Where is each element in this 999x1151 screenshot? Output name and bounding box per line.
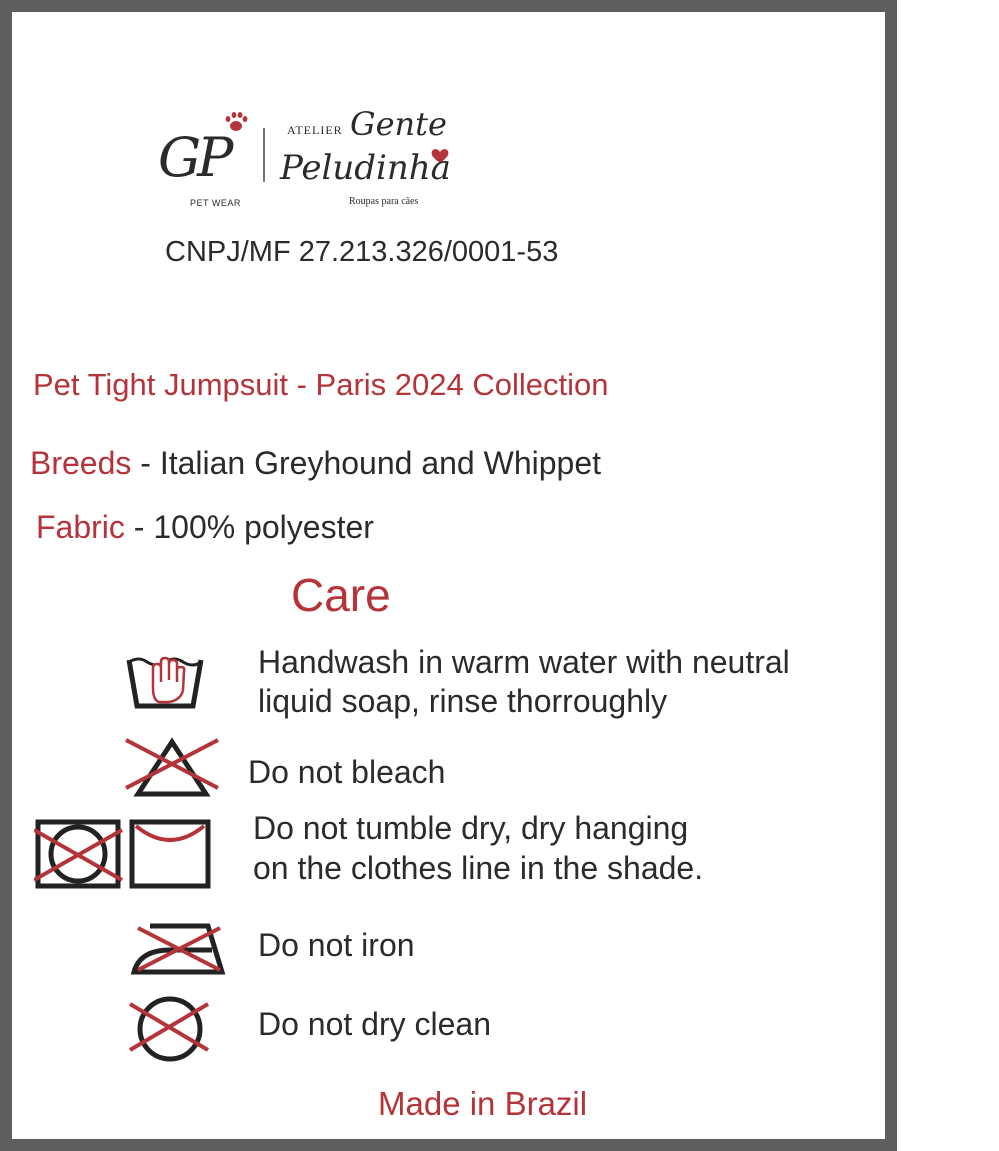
handwash-line1: Handwash in warm water with neutral (258, 644, 790, 680)
logo-name-line2: Peludinha (280, 148, 451, 188)
handwash-icon (125, 652, 215, 712)
made-in-label: Made in Brazil (378, 1085, 588, 1122)
logo-monogram: GP (158, 126, 230, 189)
no-dry-clean-icon (128, 994, 212, 1064)
no-iron-text: Do not iron (258, 927, 415, 963)
breeds-key: Breeds (30, 445, 132, 481)
handwash-line2: liquid soap, rinse thorroughly (258, 683, 668, 719)
no-bleach-text: Do not bleach (248, 754, 446, 790)
brand-logo (150, 100, 470, 215)
logo-name-line1: Gente (350, 105, 447, 143)
breeds-value: - Italian Greyhound and Whippet (131, 445, 601, 481)
fabric-line (36, 509, 374, 546)
product-title: Pet Tight Jumpsuit - Paris 2024 Collection (33, 367, 609, 402)
logo-tagline: Roupas para cães (349, 196, 419, 207)
dry-line2: on the clothes line in the shade. (253, 850, 704, 886)
fabric-value: - 100% polyester (124, 509, 374, 545)
cnpj-number: CNPJ/MF 27.213.326/0001-53 (165, 236, 559, 268)
no-iron-icon (130, 920, 226, 976)
dry-line1: Do not tumble dry, dry hanging (253, 810, 689, 846)
logo-atelier: ATELIER (287, 123, 343, 137)
care-heading: Care (291, 569, 391, 621)
no-tumble-dry-icon (34, 818, 124, 890)
no-bleach-icon (122, 736, 222, 800)
no-dry-clean-text: Do not dry clean (258, 1006, 492, 1042)
line-dry-shade-icon (128, 818, 212, 890)
fabric-key: Fabric (36, 509, 125, 545)
breeds-line (30, 445, 601, 482)
logo-monogram-sub: PET WEAR (190, 198, 241, 208)
